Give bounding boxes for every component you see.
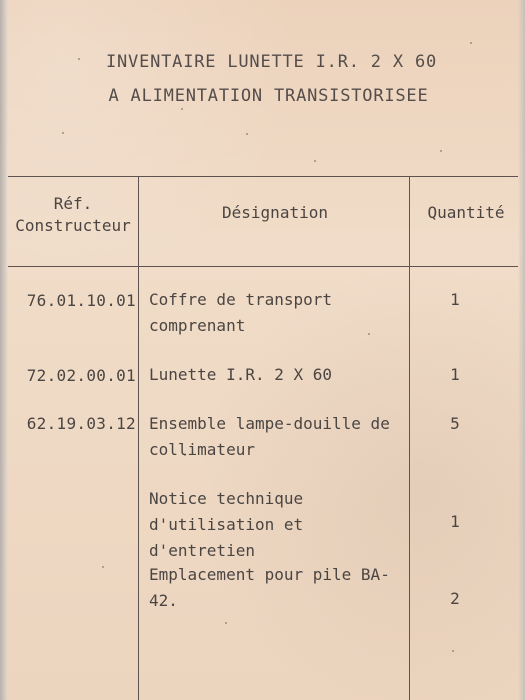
row-2-quantity: 1 bbox=[450, 365, 460, 384]
paper-speck bbox=[452, 650, 454, 652]
column-divider-designation bbox=[409, 176, 410, 700]
row-3-ref: 62.19.03.12 bbox=[26, 414, 136, 433]
row-2-designation: Lunette I.R. 2 X 60 bbox=[149, 365, 333, 384]
row-5-quantity: 2 bbox=[450, 589, 460, 608]
paper-speck bbox=[314, 160, 316, 162]
paper-speck bbox=[225, 622, 227, 624]
paper-speck bbox=[102, 566, 104, 568]
header-designation: Désignation bbox=[222, 203, 328, 222]
row-2-ref: 72.02.00.01 bbox=[26, 366, 136, 385]
row-4-designation: Notice technique d'utilisation et d'entretien bbox=[149, 489, 304, 560]
paper-speck bbox=[181, 108, 183, 110]
document-title bbox=[0, 45, 525, 113]
row-4-quantity: 1 bbox=[450, 512, 460, 531]
header-ref-constructor: Réf. Constructeur bbox=[15, 194, 131, 235]
row-1-ref: 76.01.10.01 bbox=[26, 291, 136, 310]
paper-speck bbox=[440, 150, 442, 152]
row-1-quantity: 1 bbox=[450, 290, 460, 309]
column-divider-ref bbox=[138, 176, 139, 700]
paper-speck bbox=[368, 333, 370, 335]
paper-speck bbox=[246, 133, 248, 135]
row-1-designation: Coffre de transport comprenant bbox=[149, 290, 333, 335]
row-5-designation: Emplacement pour pile BA-42. bbox=[149, 565, 390, 610]
table-top-border bbox=[8, 176, 518, 177]
paper-speck bbox=[78, 58, 80, 60]
row-3-designation: Ensemble lampe-douille de collimateur bbox=[149, 414, 390, 459]
header-bottom-border bbox=[8, 266, 518, 267]
header-quantity: Quantité bbox=[427, 203, 505, 222]
title-line-1: INVENTAIRE LUNETTE I.R. 2 X 60 bbox=[105, 52, 438, 72]
paper-speck bbox=[184, 454, 186, 456]
paper-speck bbox=[62, 132, 64, 134]
title-line-2: A ALIMENTATION TRANSISTORISEE bbox=[108, 86, 429, 106]
paper-speck bbox=[470, 42, 472, 44]
row-3-quantity: 5 bbox=[450, 414, 460, 433]
